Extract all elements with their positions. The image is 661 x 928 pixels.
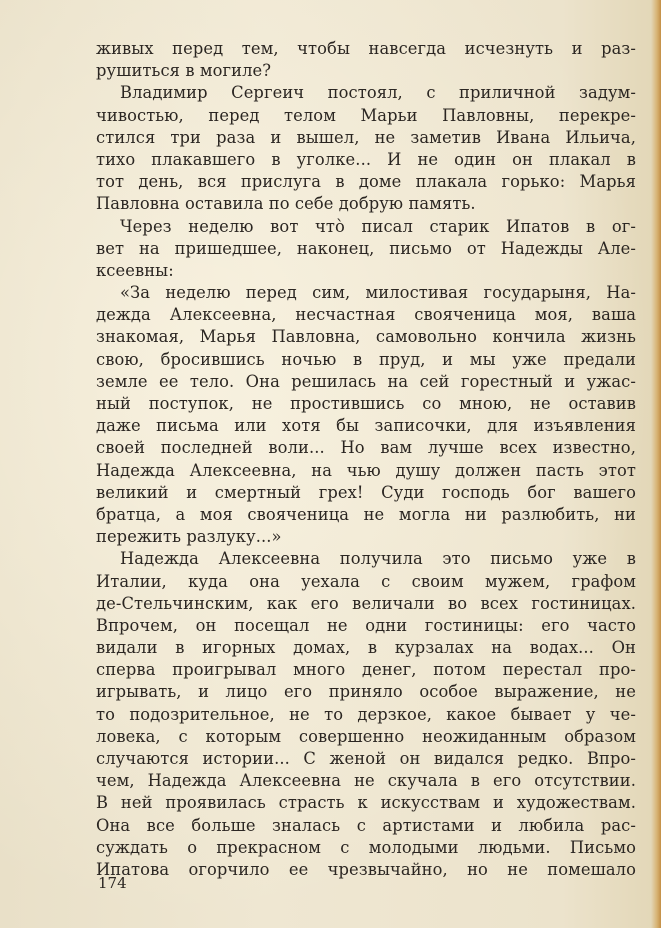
text-line: де-Стельчинским, как его величали во всех гостиницах. — [96, 593, 636, 613]
text-line: тихо плакавшего в уголке... И не один он плакал в — [96, 149, 636, 169]
text-line: Владимир Сергеич постоял, с приличной задум- — [120, 83, 636, 103]
text-line: великий и смертный грех! Суди господь бог вашего — [96, 482, 636, 502]
text-line: ловека, с которым совершенно неожиданным образом — [96, 726, 636, 746]
text-line: Надежда Алексеевна получила это письмо уже в — [120, 549, 636, 569]
text-line: земле ее тело. Она решилась на сей горестный и ужас- — [96, 371, 636, 391]
text-line: суждать о прекрасном с молодыми людьми. Письмо — [96, 837, 636, 857]
text-line: живых перед тем, чтобы навсегда исчезнуть и раз- — [96, 39, 636, 58]
text-line: братца, а моя свояченица не могла ни разлюбить, ни — [96, 504, 636, 524]
text-line: ксеевны: — [96, 260, 174, 280]
text-line: пережить разлуку...» — [96, 527, 282, 547]
text-line: свою, бросившись ночью в пруд, и мы уже предали — [96, 349, 636, 369]
text-line: В ней проявилась страсть к искусствам и художествам. — [96, 793, 636, 813]
text-body — [96, 38, 636, 881]
text-line: даже письма или хотя бы записочки, для изъявления — [96, 416, 636, 436]
text-line: чем, Надежда Алексеевна не скучала в его отсутствии. — [96, 771, 636, 791]
text-line: Надежда Алексеевна, на чью душу должен пасть этот — [96, 460, 636, 480]
text-line: дежда Алексеевна, несчастная свояченица моя, ваша — [96, 305, 636, 325]
text-line: ный поступок, не простившись со мною, не оставив — [96, 394, 636, 413]
text-line: тот день, вся прислуга в доме плакала горько: Марья — [96, 172, 636, 192]
text-line: Павловна оставила по себе добрую память. — [96, 194, 476, 214]
text-line: сперва проигрывал много денег, потом перестал про- — [96, 660, 636, 680]
text-line: Она все больше зналась с артистами и любила рас- — [96, 815, 636, 835]
text-line: вет на пришедшее, наконец, письмо от Надежды Але- — [96, 238, 636, 258]
page-number: 174 — [98, 874, 127, 892]
text-line: Через неделю вот что̀ писал старик Ипатов в ог- — [120, 216, 636, 236]
text-line: Ипатова огорчило ее чрезвычайно, но не помешало — [96, 859, 636, 879]
text-line: «За неделю перед сим, милостивая государыня, На- — [120, 283, 636, 303]
text-line: знакомая, Марья Павловна, самовольно кончила жизнь — [96, 327, 636, 347]
text-line: стился три раза и вышел, не заметив Ивана Ильича, — [96, 127, 636, 147]
text-line: игрывать, и лицо его приняло особое выражение, не — [96, 682, 636, 702]
text-line: чивостью, перед телом Марьи Павловны, перекре- — [96, 105, 636, 125]
text-line: видали в игорных домах, в курзалах на водах... Он — [96, 638, 636, 658]
text-line: то подозрительное, не то дерзкое, какое бывает у че- — [96, 704, 636, 724]
text-line: Впрочем, он посещал не одни гостиницы: его часто — [96, 615, 636, 635]
text-line: Италии, куда она уехала с своим мужем, графом — [96, 571, 636, 591]
text-line: своей последней воли... Но вам лучше всех известно, — [96, 438, 636, 458]
text-line: рушиться в могиле? — [96, 61, 272, 81]
text-line: случаются истории... С женой он видался редко. Впро- — [96, 749, 636, 768]
page-edge-shadow — [651, 0, 661, 928]
